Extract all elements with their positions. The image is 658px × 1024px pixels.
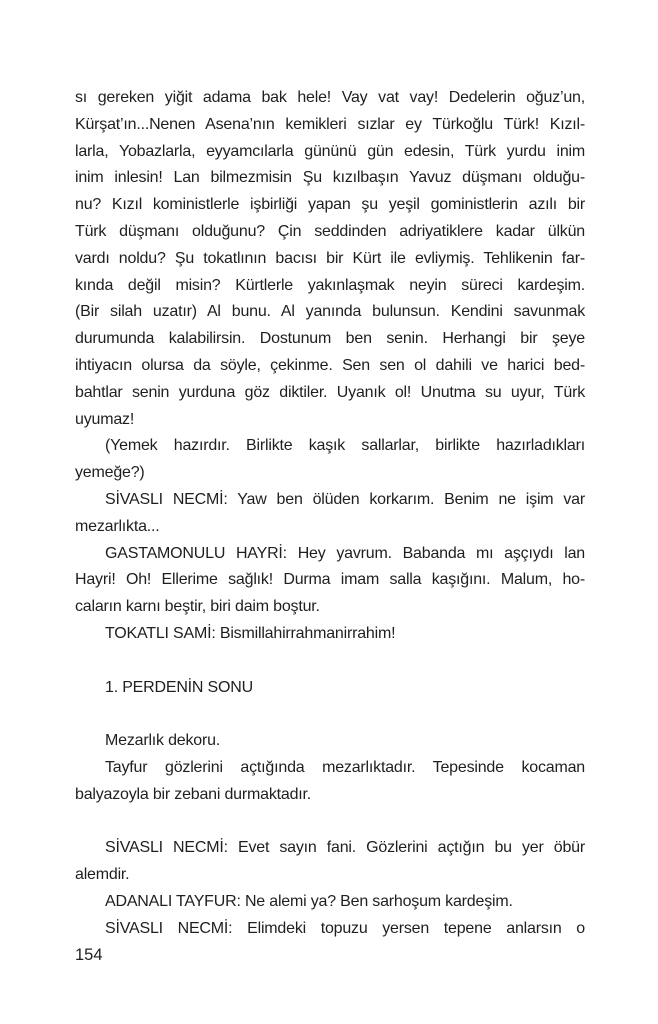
page-text-block [75, 85, 585, 943]
text-line: sı gereken yiğit adama bak hele! Vay vat vay! Dedelerin oğuz’un, [75, 89, 585, 106]
text-line: kında değil misin? Kürtlerle yakınlaşmak neyin süreci kardeşim. [75, 276, 585, 294]
text-line: Kürşat’ın...Nenen Asena’nın kemikleri sızlar ey Türkoğlu Türk! Kızıl- [75, 115, 585, 133]
text-line: Mezarlık dekoru. [105, 732, 221, 750]
text-line: mezarlıkta... [75, 517, 160, 535]
text-line: Hayri! Oh! Ellerime sağlık! Durma imam salla kaşığını. Malum, ho- [75, 571, 585, 589]
text-line: GASTAMONULU HAYRİ: Hey yavrum. Babanda mı aşçıydı lan [105, 544, 585, 562]
text-line: uyumaz! [75, 410, 135, 428]
text-line: (Yemek hazırdır. Birlikte kaşık sallarlar, birlikte hazırladıkları [105, 437, 585, 455]
text-line: SİVASLI NECMİ: Evet sayın fani. Gözlerini açtığın bu yer öbür [105, 839, 585, 857]
text-line: inim inlesin! Lan bilmezmisin Şu kızılbaşın Yavuz düşmanı olduğu- [75, 169, 585, 187]
text-line: ADANALI TAYFUR: Ne alemi ya? Ben sarhoşum kardeşim. [105, 892, 513, 910]
text-line: alemdir. [75, 866, 130, 884]
blank-line [75, 648, 585, 675]
text-line: 1. PERDENİN SONU [105, 678, 253, 696]
text-line: (Bir silah uzatır) Al bunu. Al yanında bulunsun. Kendini savunmak [75, 303, 585, 321]
text-line: caların karnı beştir, biri daim boştur. [75, 598, 320, 616]
text-line: larla, Yobazlarla, eyyamcılarla gününü gün edesin, Türk yurdu inim [75, 142, 585, 160]
text-line: yemeğe?) [75, 464, 145, 482]
page-number: 154 [75, 946, 103, 964]
blank-line [75, 701, 585, 728]
text-line: ihtiyacın olursa da söyle, çekinme. Sen sen ol dahili ve harici bed- [75, 356, 585, 374]
text-line: TOKATLI SAMİ: Bismillahirrahmanirrahim! [105, 624, 396, 642]
text-line: SİVASLI NECMİ: Yaw ben ölüden korkarım. Benim ne işim var [105, 490, 585, 508]
blank-line [75, 809, 585, 836]
text-line: Türk düşmanı olduğunu? Çin seddinden adriyatiklere kadar ülkün [75, 222, 585, 240]
text-line: vardı noldu? Şu tokatlının bacısı bir Kürt ile evliymiş. Tehlikenin far- [75, 249, 585, 267]
text-line: bahtlar senin yurduna göz diktiler. Uyanık ol! Unutma su uyur, Türk [75, 383, 585, 401]
text-line: SİVASLI NECMİ: Elimdeki topuzu yersen tepene anlarsın o [105, 919, 585, 937]
text-line: Tayfur gözlerini açtığında mezarlıktadır. Tepesinde kocaman [105, 758, 585, 776]
text-line: durumunda kalabilirsin. Dostunum ben senin. Herhangi bir şeye [75, 330, 585, 348]
text-line: balyazoyla bir zebani durmaktadır. [75, 785, 311, 803]
text-line: nu? Kızıl koministlerle işbirliği yapan şu yeşil goministlerin azılı bir [75, 196, 585, 214]
